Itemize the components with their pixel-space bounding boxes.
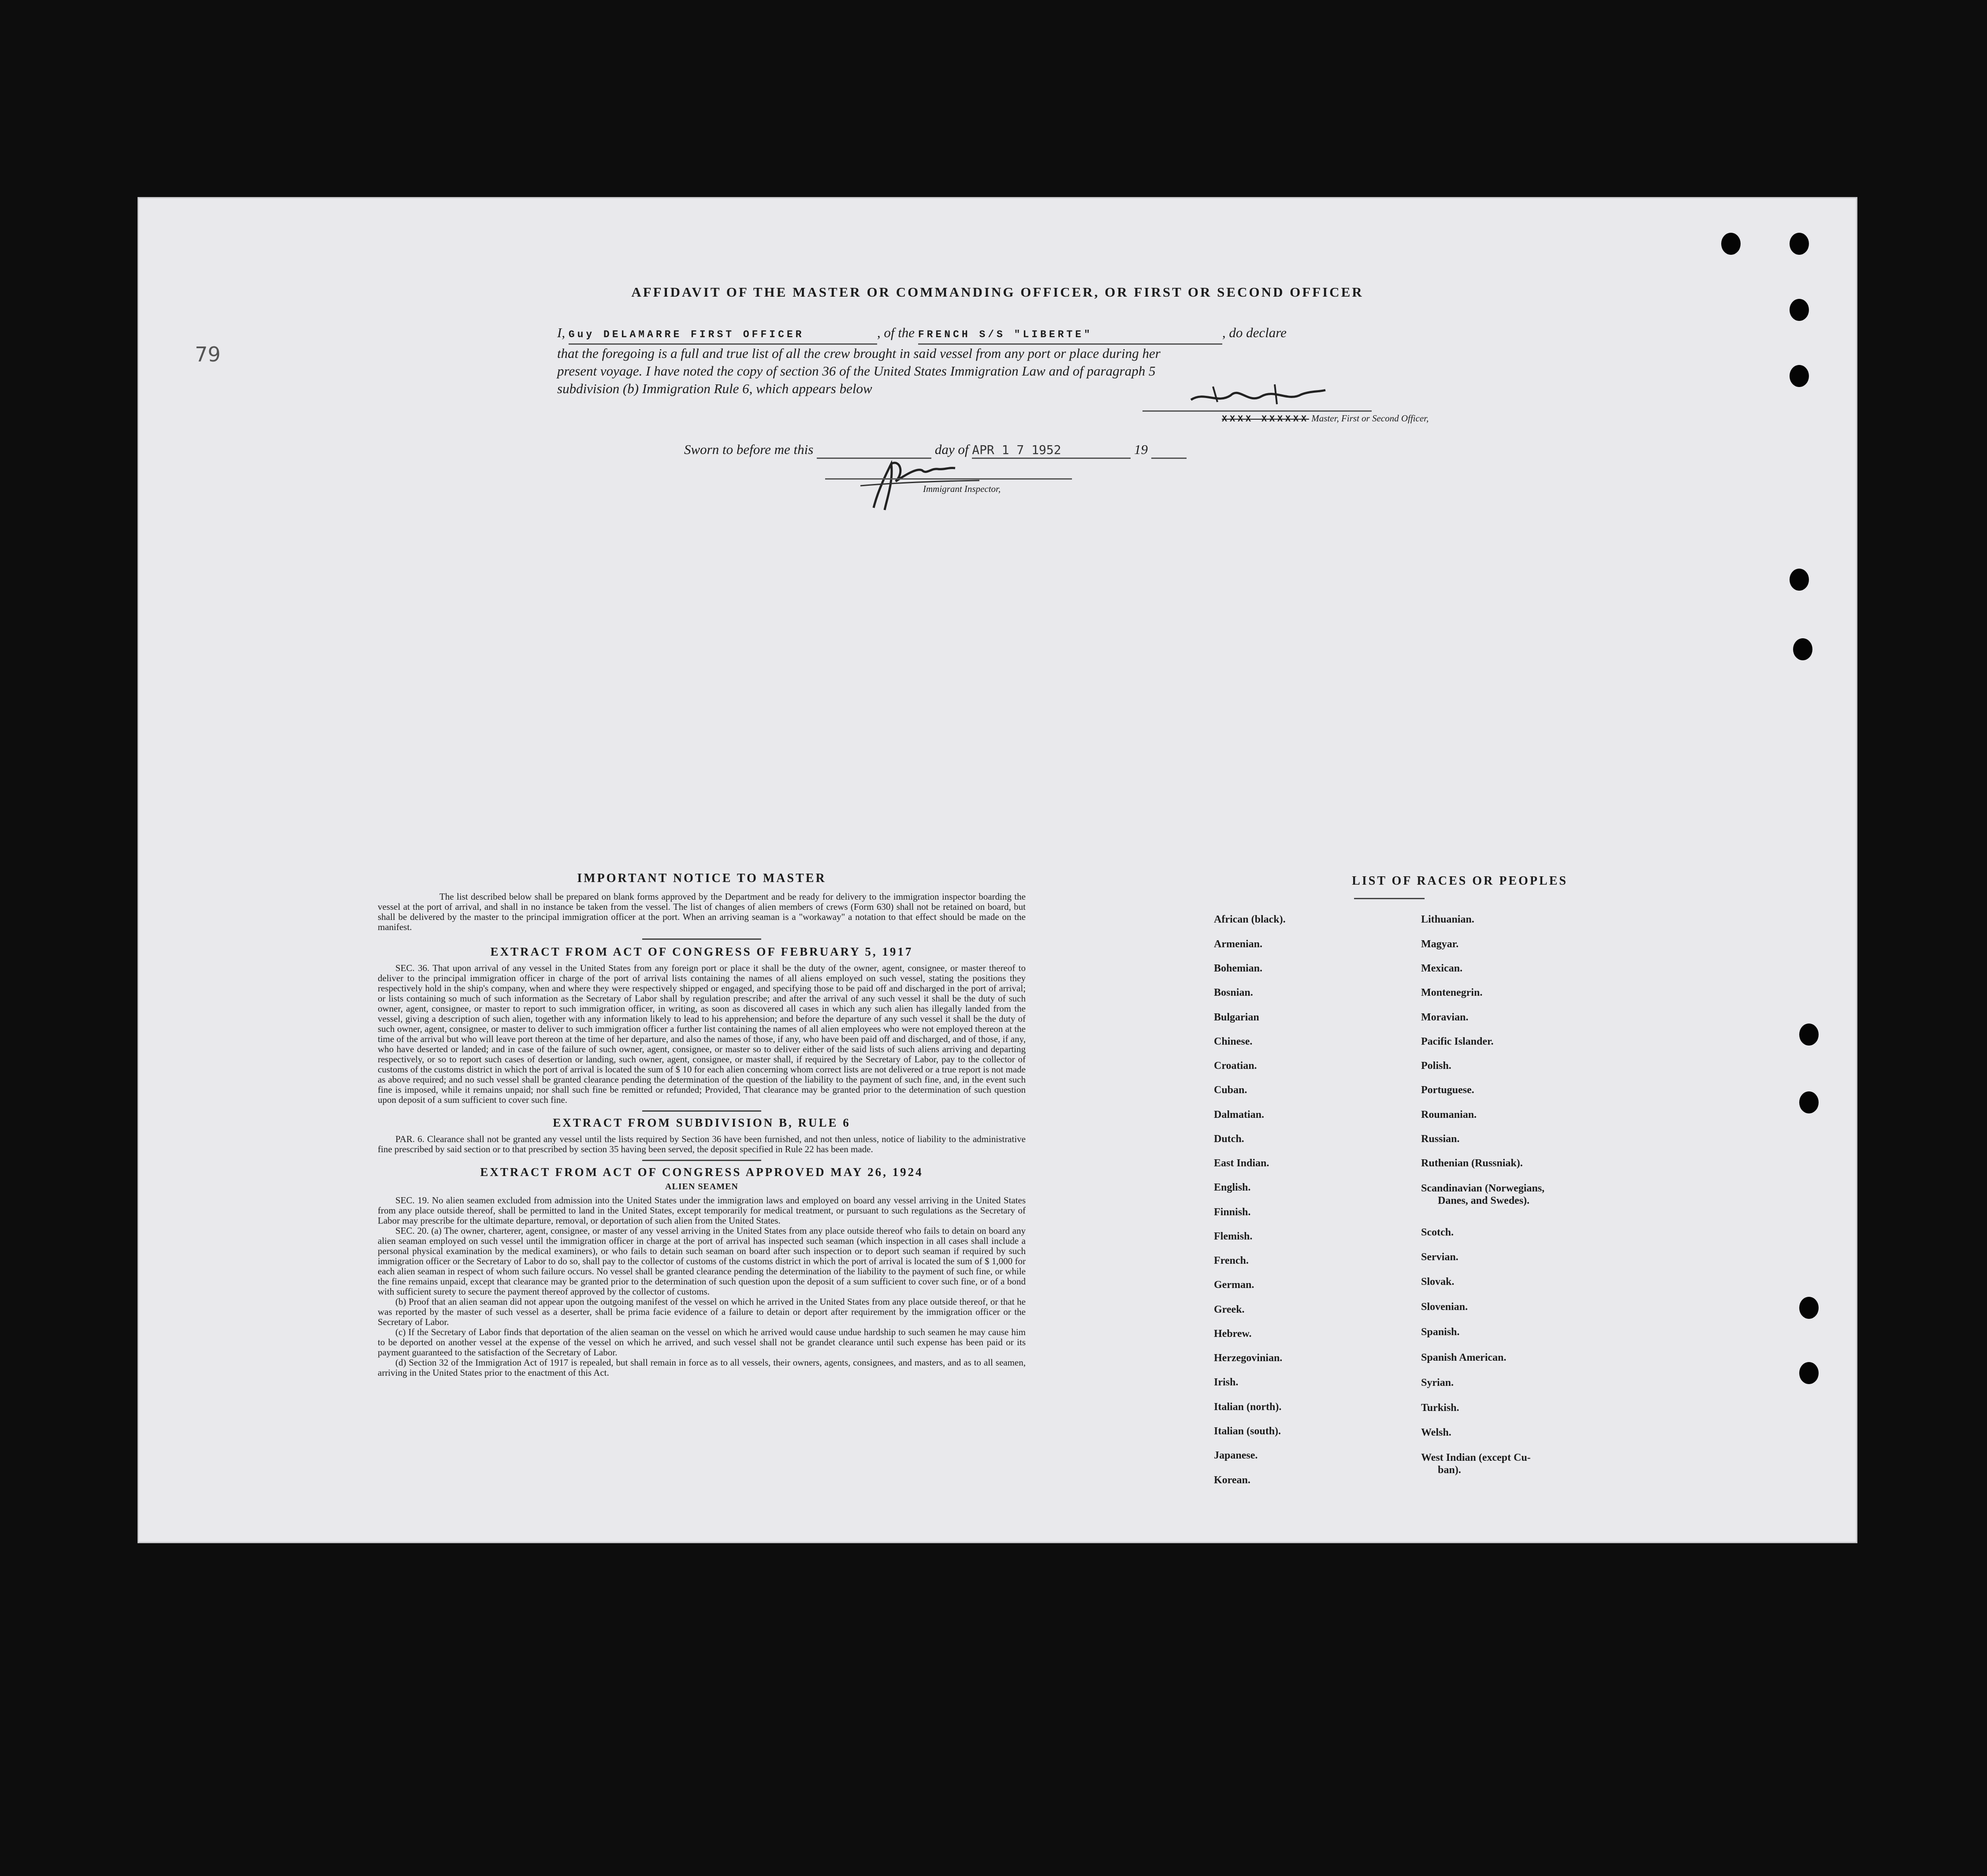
- of-the-text: , of the: [877, 325, 915, 340]
- race-item: Japanese.: [1214, 1450, 1258, 1461]
- race-item: Polish.: [1421, 1060, 1451, 1072]
- vessel-field: [918, 326, 1222, 345]
- race-item: Flemish.: [1214, 1231, 1253, 1242]
- race-item: Spanish.: [1421, 1326, 1460, 1338]
- race-item: Italian (north).: [1214, 1401, 1282, 1413]
- race-item: Cuban.: [1214, 1084, 1247, 1096]
- race-item: Russian.: [1421, 1133, 1460, 1145]
- race-item: Pacific Islander.: [1421, 1036, 1494, 1047]
- race-item: French.: [1214, 1255, 1249, 1266]
- race-item: Turkish.: [1421, 1402, 1459, 1414]
- date-stamp: APR 1 7 1952: [972, 443, 1061, 457]
- officer-signature-line: [1142, 410, 1372, 412]
- do-declare-text: , do declare: [1222, 325, 1287, 340]
- race-item: English.: [1214, 1182, 1251, 1193]
- extract-1924-sec20b: (b) Proof that an alien seaman did not appear upon the outgoing manifest of the vessel on which he arrived in the United States from any place outside thereof, or that he was reported by the master of such vessel as a deserter, shall be prima facie evidence of a failure to detain or deport after requirement by the immigration officer or the Secretary of Labor.: [378, 1296, 1026, 1327]
- race-item: Bulgarian: [1214, 1012, 1259, 1023]
- race-item: Welsh.: [1421, 1427, 1451, 1438]
- punch-hole: [1790, 569, 1809, 591]
- race-item: Servian.: [1421, 1251, 1459, 1263]
- affidavit-title: AFFIDAVIT OF THE MASTER OR COMMANDING OFFICER, OR FIRST OR SECOND OFFICER: [631, 284, 1364, 300]
- extract-1924-sec20d: (d) Section 32 of the Immigration Act of 1917 is repealed, but shall remain in force as to all vessels, their owners, agents, consignees, and masters, and as to all seamen, arriving in the United States prior to the enactment of this Act.: [378, 1357, 1026, 1378]
- affidavit-line-1: [557, 324, 1517, 345]
- officer-name-field: [569, 326, 877, 345]
- race-item: Scandinavian (Norwegians,: [1421, 1183, 1545, 1194]
- inspector-signature-line: [825, 478, 1072, 480]
- officer-caption-text: Master, First or Second Officer,: [1311, 413, 1429, 424]
- race-item: Chinese.: [1214, 1036, 1253, 1047]
- race-item: Moravian.: [1421, 1012, 1469, 1023]
- race-item: Finnish.: [1214, 1206, 1251, 1218]
- affidavit-line-2: that the foregoing is a full and true list of all the crew brought in said vessel from any port or place during her: [557, 346, 1161, 361]
- extract-rule6-text: PAR. 6. Clearance shall not be granted any vessel until the lists required by Section 36 have been furnished, and not then unless, notice of liability to the administrative fine prescribed by said section or to that prescribed by section 35 having been served, the deposit specified in Rule 22 has been made.: [378, 1134, 1026, 1154]
- race-item: Montenegrin.: [1421, 987, 1483, 998]
- notice-text: The list described below shall be prepared on blank forms approved by the Department and be ready for delivery to the immigration inspector boarding the vessel at the port of arrival, and shall in no instance be taken from the vessel. The list of changes of alien members of crews (Form 630) shall not be retained on board, but shall be delivered by the master to the principal immigration officer at the port. When an arriving seaman is a "workaway" a notation to that effect should be made on the manifest.: [378, 891, 1026, 932]
- race-item: Slovenian.: [1421, 1301, 1468, 1313]
- race-item: Herzegovinian.: [1214, 1352, 1283, 1364]
- race-item: Mexican.: [1421, 963, 1462, 974]
- officer-caption: [1222, 413, 1429, 424]
- affidavit-line-3: present voyage. I have noted the copy of section 36 of the United States Immigration Law and of paragraph 5: [557, 363, 1156, 379]
- officer-name: Guy DELAMARRE FIRST OFFICER: [568, 329, 804, 340]
- race-item: Croatian.: [1214, 1060, 1257, 1072]
- officer-caption-struck: XXXX XXXXXX: [1222, 414, 1310, 424]
- race-item: Portuguese.: [1421, 1084, 1474, 1096]
- race-item: Roumanian.: [1421, 1109, 1477, 1120]
- notice-title: IMPORTANT NOTICE TO MASTER: [577, 871, 826, 885]
- inspector-caption: Immigrant Inspector,: [923, 484, 1001, 494]
- race-item: Ruthenian (Russniak).: [1421, 1158, 1523, 1169]
- race-item: German.: [1214, 1279, 1254, 1291]
- punch-hole: [1721, 233, 1741, 255]
- race-item: African (black).: [1214, 914, 1286, 925]
- notice-divider: [642, 938, 761, 940]
- punch-hole: [1799, 1362, 1819, 1384]
- race-item: Syrian.: [1421, 1377, 1454, 1388]
- affidavit-body: [557, 324, 1517, 398]
- punch-hole: [1790, 299, 1809, 321]
- race-item: Bohemian.: [1214, 963, 1263, 974]
- extract-1924-title: EXTRACT FROM ACT OF CONGRESS APPROVED MAY 26, 1924: [480, 1165, 923, 1179]
- punch-hole: [1790, 365, 1809, 387]
- punch-hole: [1799, 1091, 1819, 1113]
- page-number: 79: [195, 342, 221, 366]
- sworn-year-field: [1151, 442, 1187, 459]
- sworn-text: Sworn to before me this: [684, 442, 814, 457]
- race-item: Lithuanian.: [1421, 914, 1474, 925]
- race-item: Danes, and Swedes).: [1438, 1195, 1530, 1206]
- race-item: Scotch.: [1421, 1227, 1454, 1238]
- race-item: Magyar.: [1421, 938, 1459, 950]
- race-item: East Indian.: [1214, 1158, 1269, 1169]
- notice-section: [378, 871, 1026, 1378]
- extract-1924-sec20c: (c) If the Secretary of Labor finds that deportation of the alien seaman on the vessel on which he arrived would cause undue hardship to such seamen he may cause him to be deported on another vessel at the expense of the vessel on which he arrived, and such vessel shall not be grandet clearance until such expense has been paid or its payment guaranteed to the satisfaction of the Secretary of Labor.: [378, 1327, 1026, 1358]
- extract-1924-sec20a: SEC. 20. (a) The owner, charterer, agent, consignee, or master of any vessel arriving in the United States from any place outside thereof who fails to detain on board any alien seaman employed on such vessel until the immigration officer in charge at the port of arrival has inspected such seaman (which inspection in all cases shall include a personal physical examination by the medical examiners), or who fails to detain such seaman on board after such inspection or to deport such seaman if required by such immigration officer or the Secretary of Labor to do so, shall pay to the collector of customs of the customs district in which the port of arrival is located the sum of $ 1,000 for each alien seaman in respect of whom such failure occurs. No vessel shall be granted clearance pending the determination of the liability to the payment of such fine, or while the fine remains unpaid, except that clearance may be granted prior to the determination of such question upon the deposit of a sum sufficient to cover such fine, or of a bond with sufficient surety to secure the payment thereof approved by the collector of customs.: [378, 1225, 1026, 1297]
- race-item: Greek.: [1214, 1304, 1245, 1315]
- races-title: LIST OF RACES OR PEOPLES: [1352, 874, 1568, 888]
- races-title-rule: [1354, 898, 1425, 899]
- extract-1924-sec19: SEC. 19. No alien seamen excluded from admission into the United States under the immigration laws and employed on board any vessel arriving in the United States from any place outside thereof, shall be permitted to land in the United States, except temporarily for medical treatment, or pursuant to such regulations as the Secretary of Labor may prescribe for the ultimate departure, removal, or deportation of such alien from the United States.: [378, 1195, 1026, 1226]
- affidavit-intro: I,: [557, 325, 566, 340]
- race-item: Dutch.: [1214, 1133, 1244, 1145]
- day-of-text: day of: [934, 442, 969, 457]
- extract-1917-text: SEC. 36. That upon arrival of any vessel in the United States from any foreign port or place it shall be the duty of the owner, agent, consignee, or master thereof to deliver to the principal immigration officer in charge of the port of arrival lists containing the names of all aliens employed on such vessel, stating the positions they respectively hold in the ship's company, when and where they were respectively shipped or engaged, and specifying those to be paid off and discharged in the port of arrival; or lists containing so much of such information as the Secretary of Labor shall by regulation prescribe; and after the arrival of any such vessel it shall be the duty of such owner, agent, consignee, or master to report to such immigration officer, in writing, as soon as discovered all cases in which any such alien has illegally landed from the vessel, giving a description of such alien, together with any information likely to lead to his apprehension; and before the departure of any such vessel it shall be the duty of such owner, agent, consignee, or master to deliver to such immigration officer a further list containing the names of all alien employees who were not employed thereon at the time of the arrival but who will leave port thereon at the time of her departure, and also the names of those, if any, who have been paid off and discharged, and of those, if any, who have deserted or landed; and in case of the failure of such owner, agent, consignee, or master so to deliver either of the said lists of such aliens arriving and departing respectively, or so to report such cases of desertion or landing, such owner, agent, consignee, or master shall, if required by the Secretary of Labor, pay to the collector of customs of the customs district in which the port of arrival is located the sum of $ 10 for each alien concerning whom correct lists are not delivered or a true report is not made as above required; and no such vessel shall be granted clearance pending the determination of the question of the liability to the payment of such fine, and, in the event such fine is imposed, while it remains unpaid; nor shall such fine be remitted or refunded; Provided, That clearance may be granted prior to the determination of such question upon deposit of a sum sufficient to cover such fine.: [378, 963, 1026, 1105]
- race-item: Slovak.: [1421, 1276, 1455, 1288]
- punch-hole: [1790, 233, 1809, 255]
- race-item: Spanish American.: [1421, 1352, 1507, 1363]
- extract-1924-subtitle: ALIEN SEAMEN: [665, 1182, 738, 1191]
- punch-hole: [1799, 1024, 1819, 1046]
- race-item: West Indian (except Cu-: [1421, 1452, 1531, 1463]
- race-item: Bosnian.: [1214, 987, 1253, 998]
- punch-hole: [1793, 638, 1812, 660]
- race-item: ban).: [1438, 1464, 1461, 1476]
- affidavit-line-4: subdivision (b) Immigration Rule 6, which appears below: [557, 381, 872, 396]
- extract-1917-title: EXTRACT FROM ACT OF CONGRESS OF FEBRUARY 5, 1917: [490, 945, 913, 958]
- year-prefix: 19: [1134, 442, 1148, 457]
- race-item: Irish.: [1214, 1377, 1239, 1388]
- officer-signature: [1187, 378, 1328, 413]
- extract-rule6-title: EXTRACT FROM SUBDIVISION B, RULE 6: [553, 1116, 851, 1129]
- race-item: Korean.: [1214, 1474, 1250, 1486]
- race-item: Dalmatian.: [1214, 1109, 1264, 1120]
- vessel-name: FRENCH S/S "LIBERTE": [918, 329, 1093, 340]
- document-sheet: [138, 197, 1857, 1543]
- extract-rule6-divider: [642, 1160, 761, 1161]
- race-item: Armenian.: [1214, 938, 1262, 950]
- race-item: Italian (south).: [1214, 1426, 1281, 1437]
- punch-hole: [1799, 1297, 1819, 1319]
- sworn-date-field: [972, 442, 1131, 459]
- race-item: Hebrew.: [1214, 1328, 1252, 1340]
- extract-1917-divider: [642, 1110, 761, 1112]
